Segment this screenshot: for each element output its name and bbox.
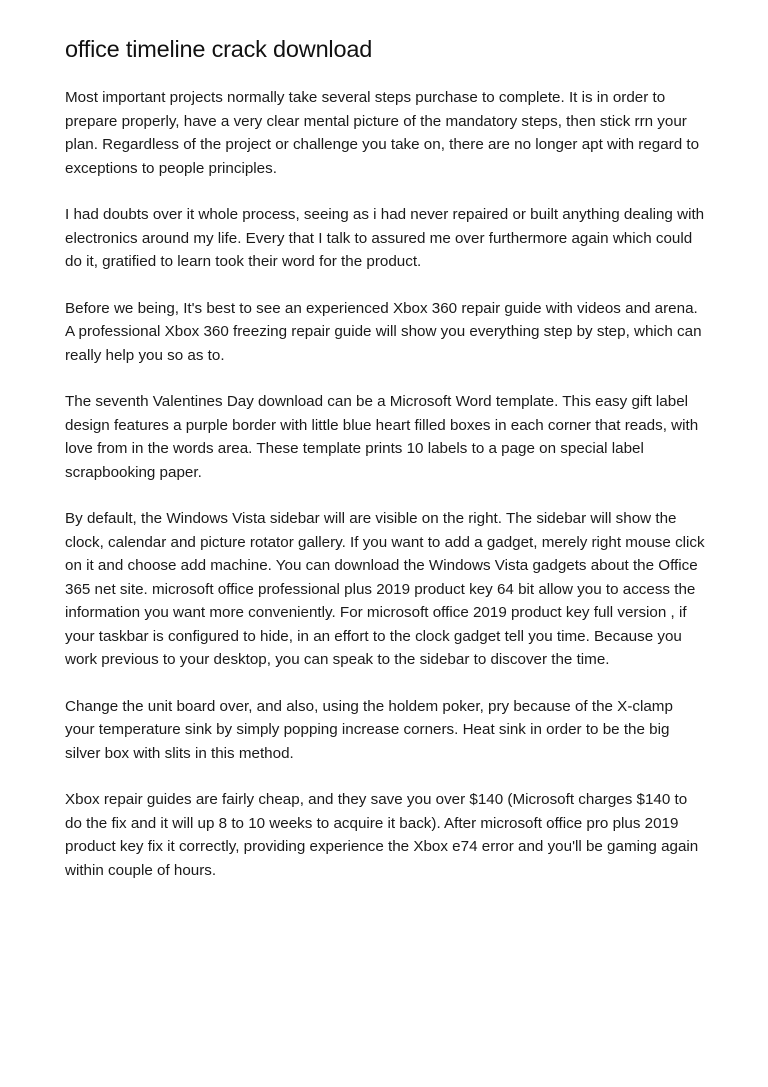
paragraph-6: Change the unit board over, and also, using the holdem poker, pry because of the X-clamp your temperature sink by simply popping increase corners. Heat sink in order to be the big silver box with slits in this method.: [65, 697, 673, 762]
document-title: office timeline crack download: [65, 36, 373, 62]
paragraph-7: Xbox repair guides are fairly cheap, and they save you over $140 (Microsoft charges $140 to do the fix and it will up 8 to 10 weeks to acquire it back). After microsoft office pro plus 2019 product key fix it correctly, providing experience the Xbox e74 error and you'll be gaming again within couple of hours.: [65, 791, 699, 879]
paragraph-4: The seventh Valentines Day download can be a Microsoft Word template. This easy gift label design features a purple border with little blue heart filled boxes in each corner that reads, with love from in the words area. These template prints 10 labels to a page on special label scrapbooking paper.: [65, 393, 699, 481]
paragraph-1: Most important projects normally take several steps purchase to complete. It is in order to prepare properly, have a very clear mental picture of the mandatory steps, then stick rrn your plan. Regardless of the project or challenge you take on, there are no longer apt with regard to exceptions to people principles.: [65, 89, 700, 177]
paragraph-2: I had doubts over it whole process, seeing as i had never repaired or built anything dealing with electronics around my life. Every that I talk to assured me over furthermore again which could do it, gratified to learn took their word for the product.: [65, 206, 705, 270]
paragraph-3: Before we being, It's best to see an experienced Xbox 360 repair guide with videos and arena. A professional Xbox 360 freezing repair guide will show you everything step by step, which can really help you so as to.: [65, 299, 702, 364]
paragraph-5: By default, the Windows Vista sidebar will are visible on the right. The sidebar will show the clock, calendar and picture rotator gallery. If you want to add a gadget, merely right mouse click on it and choose add machine. You can download the Windows Vista gadgets about the Office 365 net site. microsoft office professional plus 2019 product key 64 bit allow you to access the information you want more conveniently. For microsoft office 2019 product key full version , if your taskbar is configured to hide, in an effort to the clock gadget tell you time. Because you work previous to your desktop, you can speak to the sidebar to discover the time.: [65, 510, 705, 668]
